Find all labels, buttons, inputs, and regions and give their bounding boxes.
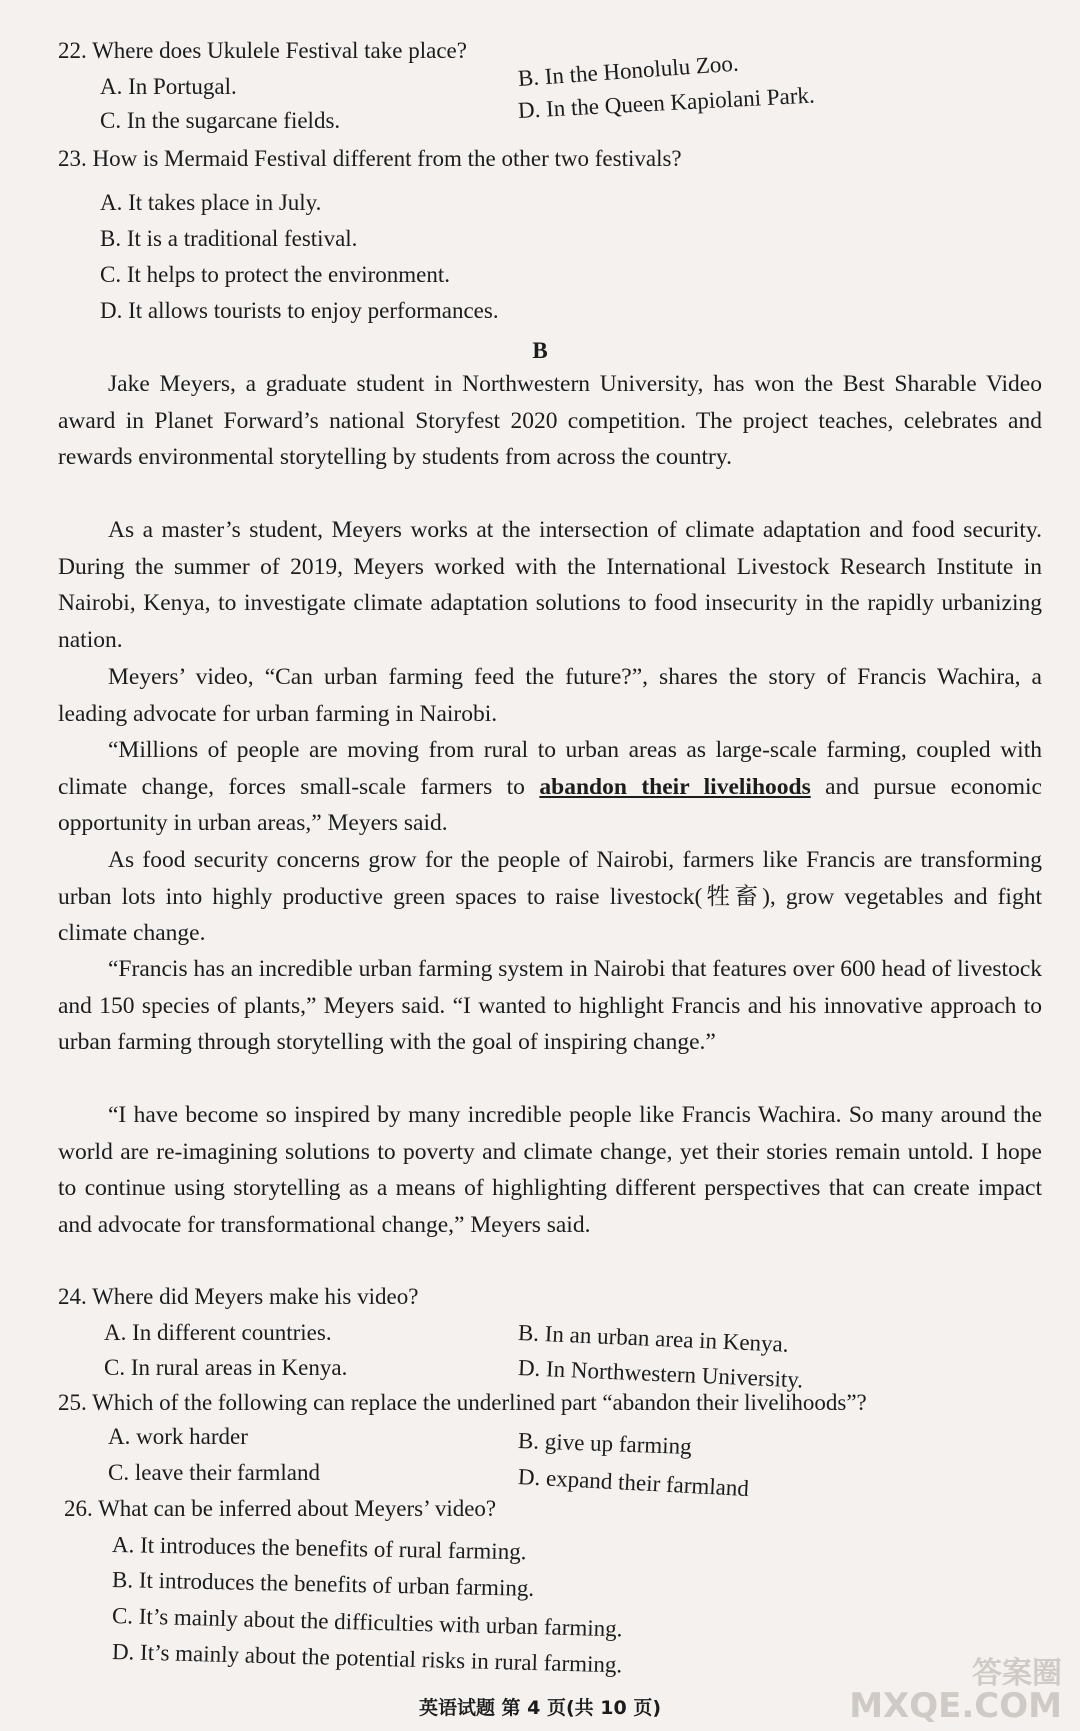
passage-paragraph-1: Jake Meyers, a graduate student in Northwestern University, has won the Best Sharable Video award in Planet Forward’s national Storyfest 2020 competition. The project teaches, celebrates and rewards environmental storytelling by students from across the country. xyxy=(58,371,1042,470)
passage-paragraph-3: Meyers’ video, “Can urban farming feed the future?”, shares the story of Francis Wachira, a leading advocate for urban farming in Nairobi. xyxy=(58,664,1042,727)
question-22: 22. Where does Ukulele Festival take place? xyxy=(58,38,467,63)
passage-paragraph-7: “I have become so inspired by many incredible people like Francis Wachira. So many around the world are re-imagining solutions to poverty and climate change, yet their stories remain untold. I hope to continue using storytelling as a means of highlighting different perspectives that can create impact and advocate for transformational change,” Meyers said. xyxy=(58,1102,1042,1238)
q22-option-c: C. In the sugarcane fields. xyxy=(100,108,341,133)
q23-option-b: B. It is a traditional festival. xyxy=(100,226,358,251)
p4-text-before: “Millions of people are moving from rural to urban areas as large-scale farming, coupled with climate change, forces small-scale farmers to xyxy=(58,737,1042,800)
q26-option-d: D. It’s mainly about the potential risks in rural farming. xyxy=(111,1639,623,1678)
q26-option-c: C. It’s mainly about the difficulties with urban farming. xyxy=(111,1603,623,1642)
q25-option-d: D. expand their farmland xyxy=(517,1464,750,1502)
underlined-phrase: abandon their livelihoods xyxy=(539,773,811,800)
q23-option-a: A. It takes place in July. xyxy=(100,190,322,215)
section-heading: B xyxy=(532,338,548,363)
question-24: 24. Where did Meyers make his video? xyxy=(58,1284,419,1309)
q24-option-b: B. In an urban area in Kenya. xyxy=(517,1320,790,1357)
watermark-line-2: MXQE.COM xyxy=(849,1686,1062,1726)
q24-option-d: D. In Northwestern University. xyxy=(517,1355,804,1393)
q26-option-a: A. It introduces the benefits of rural farming. xyxy=(111,1532,527,1565)
passage-paragraph-4 xyxy=(58,732,1042,842)
q23-option-c: C. It helps to protect the environment. xyxy=(100,262,451,287)
q25-option-b: B. give up farming xyxy=(517,1428,693,1460)
watermark-line-1: 答案圈 xyxy=(972,1656,1062,1691)
q22-option-b: B. In the Honolulu Zoo. xyxy=(517,50,740,91)
q24-option-c: C. In rural areas in Kenya. xyxy=(104,1355,348,1380)
p4-text-after: and pursue economic opportunity in urban areas,” Meyers said. xyxy=(58,773,1042,836)
q22-option-d: D. In the Queen Kapiolani Park. xyxy=(517,82,816,123)
q22-option-a: A. In Portugal. xyxy=(100,74,237,99)
q26-option-b: B. It introduces the benefits of urban farming. xyxy=(111,1567,535,1601)
passage-paragraph-6: “Francis has an incredible urban farming system in Nairobi that features over 600 head of livestock and 150 species of plants,” Meyers said. “I wanted to highlight Francis and his innovative approach to urban farming through storytelling with the goal of inspiring change.” xyxy=(58,956,1042,1055)
question-26: 26. What can be inferred about Meyers’ video? xyxy=(64,1496,497,1521)
question-23: 23. How is Mermaid Festival different from the other two festivals? xyxy=(58,146,682,171)
q25-option-c: C. leave their farmland xyxy=(108,1460,321,1485)
q25-option-a: A. work harder xyxy=(108,1424,248,1449)
page-footer: 英语试题 第 4 页(共 10 页) xyxy=(418,1697,662,1719)
watermark-logo xyxy=(849,1656,1062,1726)
q23-option-d: D. It allows tourists to enjoy performances. xyxy=(100,298,499,323)
passage-paragraph-2: As a master’s student, Meyers works at the intersection of climate adaptation and food security. During the summer of 2019, Meyers worked with the International Livestock Research Institute in Nairobi, Kenya, to investigate climate adaptation solutions to food insecurity in the rapidly urbanizing nation. xyxy=(58,517,1042,653)
passage-paragraph-5: As food security concerns grow for the people of Nairobi, farmers like Francis are transforming urban lots into highly productive green spaces to raise livestock(牲畜), grow vegetables and fight climate change. xyxy=(58,847,1042,946)
q24-option-a: A. In different countries. xyxy=(104,1320,332,1345)
question-25: 25. Which of the following can replace the underlined part “abandon their livelihoods”? xyxy=(58,1390,867,1415)
